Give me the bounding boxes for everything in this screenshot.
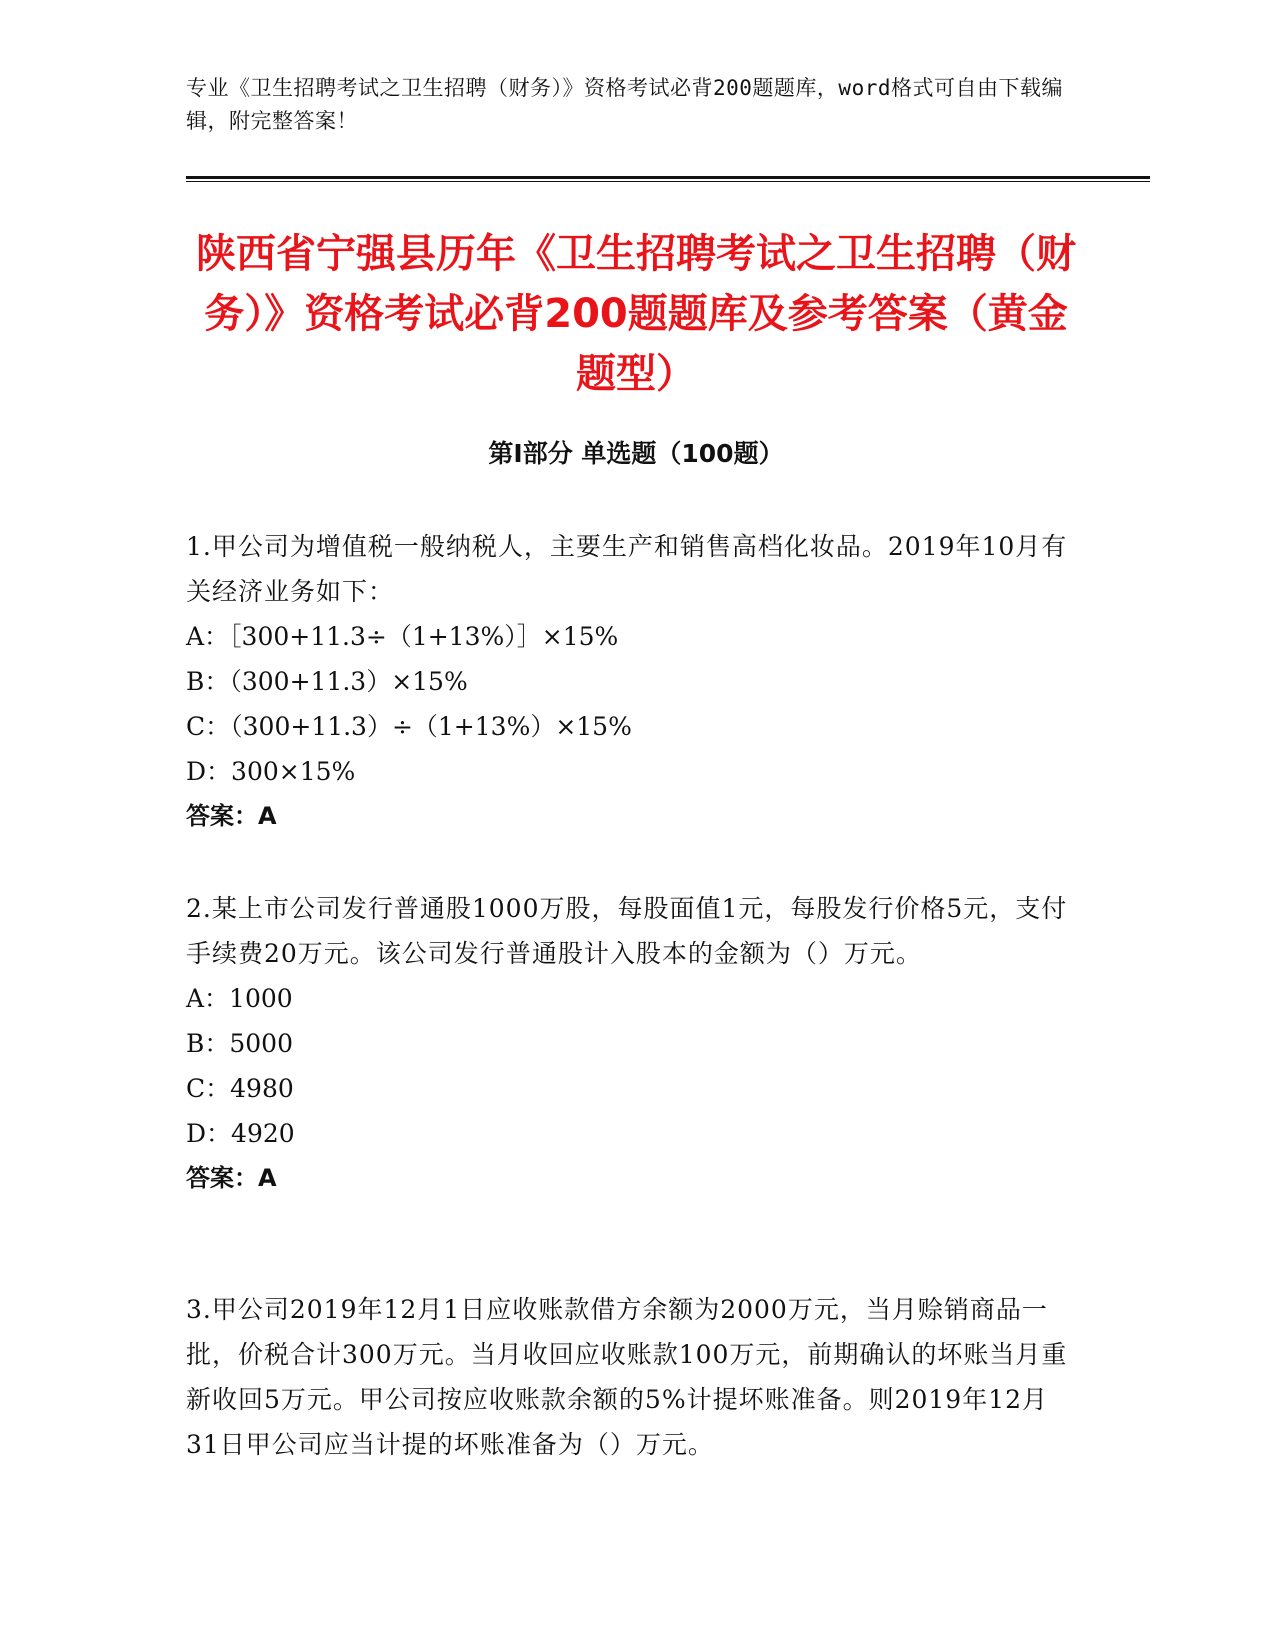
header-note: 专业《卫生招聘考试之卫生招聘（财务）》资格考试必背200题题库，word格式可自由下载编辑，附完整答案！	[186, 76, 1063, 133]
question-item	[186, 886, 1076, 1201]
option-d: D：300×15%	[186, 757, 356, 786]
option-c: C：4980	[186, 1074, 294, 1103]
question-item	[186, 524, 1076, 839]
answer-label: 答案：A	[186, 1164, 277, 1192]
section-title: 第I部分 单选题（100题）	[488, 439, 784, 468]
header-divider-thick	[186, 176, 1150, 179]
option-d: D：4920	[186, 1119, 295, 1148]
question-stem: 1.甲公司为增值税一般纳税人，主要生产和销售高档化妆品。2019年10月有关经济业务如下：	[186, 532, 1068, 606]
option-c: C：（300+11.3）÷（1+13%）×15%	[186, 712, 632, 741]
option-b: B：（300+11.3）×15%	[186, 667, 468, 696]
header-divider-thin	[186, 181, 1150, 182]
document-title: 陕西省宁强县历年《卫生招聘考试之卫生招聘（财务）》资格考试必背200题题库及参考答案（黄金题型）	[196, 231, 1076, 397]
question-stem: 3.甲公司2019年12月1日应收账款借方余额为2000万元，当月赊销商品一批，价税合计300万元。当月收回应收账款100万元，前期确认的坏账当月重新收回5万元。甲公司按应收账款余额的5%计提坏账准备。则2019年12月31日甲公司应当计提的坏账准备为（）万元。	[186, 1295, 1068, 1459]
option-a: A：［300+11.3÷（1+13%）］×15%	[186, 622, 619, 651]
question-stem: 2.某上市公司发行普通股1000万股，每股面值1元，每股发行价格5元，支付手续费20万元。该公司发行普通股计入股本的金额为（）万元。	[186, 894, 1068, 968]
question-item	[186, 1287, 1076, 1467]
option-a: A：1000	[186, 984, 293, 1013]
answer-label: 答案：A	[186, 802, 277, 830]
option-b: B：5000	[186, 1029, 293, 1058]
